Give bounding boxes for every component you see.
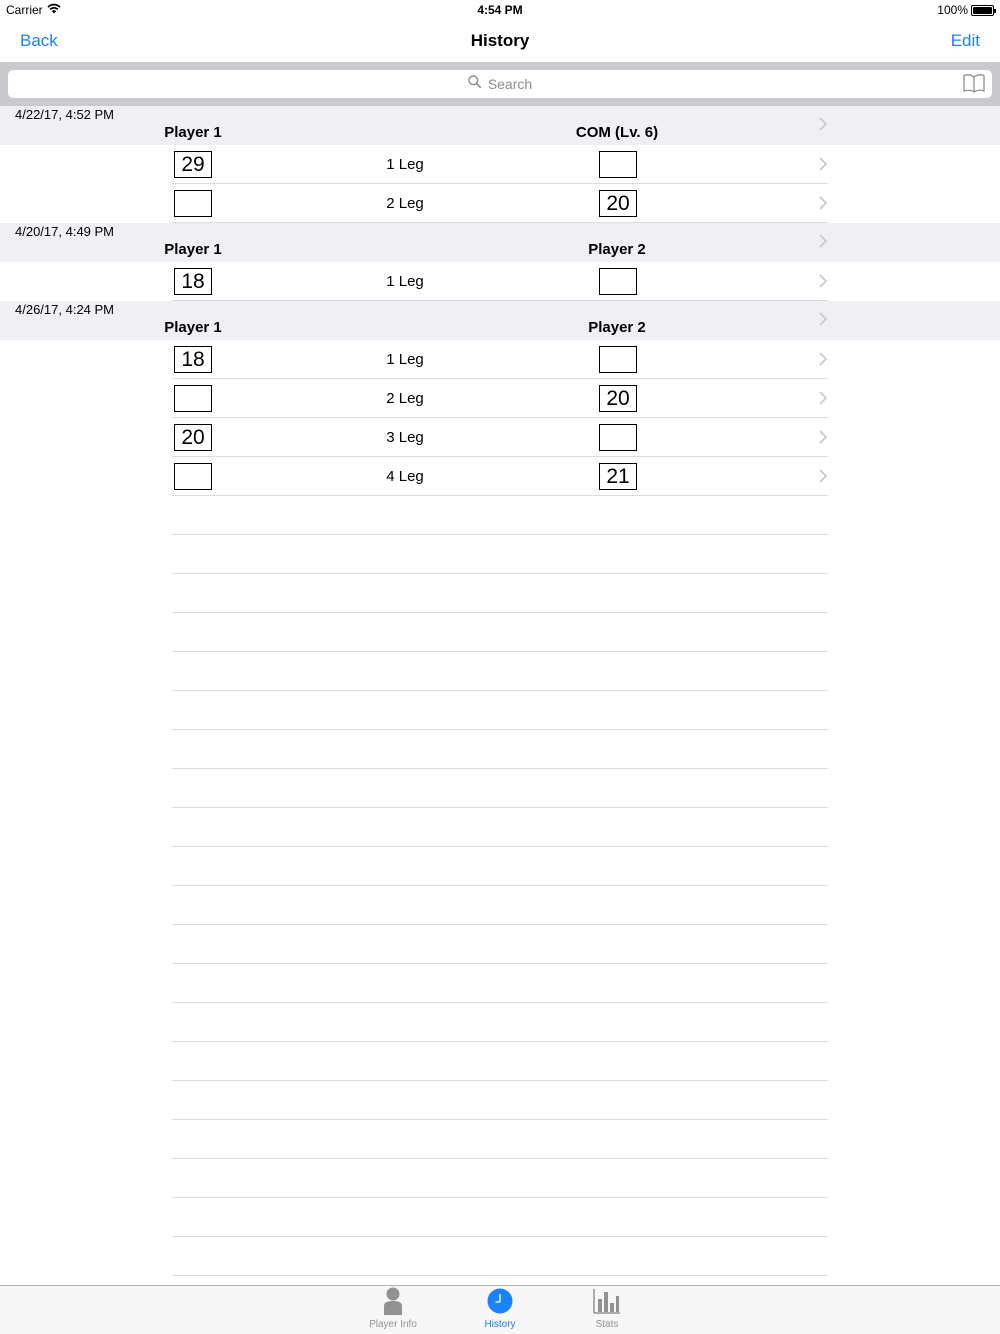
player1-score-box: 20 [174,424,212,451]
player2-score-box [599,151,637,178]
search-input[interactable] [8,70,992,98]
page-title: History [470,31,530,50]
search-placeholder: Search [487,76,533,92]
leg-row[interactable] [0,379,1000,418]
empty-row [172,691,828,730]
empty-row [172,613,828,652]
tab-stats[interactable] [562,1288,652,1330]
section-header[interactable] [0,223,1000,262]
empty-row [172,574,828,613]
person-icon [383,1287,403,1320]
player2-name: Player 2 [588,319,646,336]
empty-row [172,1042,828,1081]
player1-name: Player 1 [164,319,222,336]
empty-row [172,886,828,925]
tab-history[interactable] [455,1288,545,1330]
leg-row[interactable] [0,262,1000,301]
chevron-right-icon [818,157,828,171]
leg-label: 2 Leg [386,195,424,212]
player2-score-box [599,424,637,451]
carrier-label: Carrier [6,3,43,17]
empty-row [172,1198,828,1237]
empty-row [172,1120,828,1159]
player1-score-box [174,385,212,412]
empty-row [172,1237,828,1276]
back-button[interactable]: Back [20,31,58,50]
chevron-right-icon [818,196,828,210]
leg-label: 3 Leg [386,429,424,446]
player2-score-box: 20 [599,385,637,412]
leg-label: 1 Leg [386,156,424,173]
empty-row [172,808,828,847]
bar-chart-icon [593,1288,621,1319]
empty-row [172,1159,828,1198]
leg-row[interactable] [0,418,1000,457]
player1-name: Player 1 [164,241,222,258]
player1-name: Player 1 [164,124,222,141]
bookmark-book-icon[interactable] [963,73,985,98]
player2-name: COM (Lv. 6) [575,124,659,141]
chevron-right-icon [818,469,828,483]
search-icon [468,75,481,93]
match-date: 4/22/17, 4:52 PM [15,107,115,122]
chevron-right-icon [818,274,828,288]
chevron-right-icon [818,352,828,366]
leg-row[interactable] [0,457,1000,496]
leg-label: 1 Leg [386,273,424,290]
leg-label: 1 Leg [386,351,424,368]
player1-score-box: 29 [174,151,212,178]
battery-percent: 100% [937,3,968,17]
empty-row [172,1003,828,1042]
tab-label: History [484,1319,516,1330]
player2-name: Player 2 [588,241,646,258]
player2-score-box: 20 [599,190,637,217]
player2-score-box: 21 [599,463,637,490]
history-table [0,106,1000,496]
empty-row [172,964,828,1003]
empty-row [172,535,828,574]
search-bar [0,62,1000,106]
empty-row [172,652,828,691]
match-date: 4/26/17, 4:24 PM [15,302,115,317]
leg-label: 4 Leg [386,468,424,485]
chevron-right-icon [818,117,828,131]
section-header[interactable] [0,106,1000,145]
battery-icon [971,5,994,16]
navigation-bar [0,22,1000,62]
empty-row [172,730,828,769]
tab-bar [0,1285,1000,1334]
tab-label: Player Info [369,1319,417,1330]
section-header[interactable] [0,301,1000,340]
chevron-right-icon [818,312,828,326]
leg-row[interactable] [0,145,1000,184]
player1-score-box [174,463,212,490]
chevron-right-icon [818,391,828,405]
empty-rows [172,496,828,1276]
player1-score-box: 18 [174,268,212,295]
empty-row [172,925,828,964]
empty-row [172,847,828,886]
status-bar [0,0,1000,22]
status-time: 4:54 PM [477,3,523,17]
edit-button[interactable]: Edit [950,31,980,50]
empty-row [172,496,828,535]
chevron-right-icon [818,430,828,444]
match-date: 4/20/17, 4:49 PM [15,224,115,239]
clock-icon [487,1288,513,1319]
tab-player-info[interactable] [348,1288,438,1330]
chevron-right-icon [818,234,828,248]
tab-label: Stats [595,1319,619,1330]
player2-score-box [599,346,637,373]
player2-score-box [599,268,637,295]
empty-row [172,769,828,808]
empty-row [172,1081,828,1120]
player1-score-box: 18 [174,346,212,373]
player1-score-box [174,190,212,217]
leg-row[interactable] [0,184,1000,223]
leg-row[interactable] [0,340,1000,379]
leg-label: 2 Leg [386,390,424,407]
status-right [937,3,994,17]
